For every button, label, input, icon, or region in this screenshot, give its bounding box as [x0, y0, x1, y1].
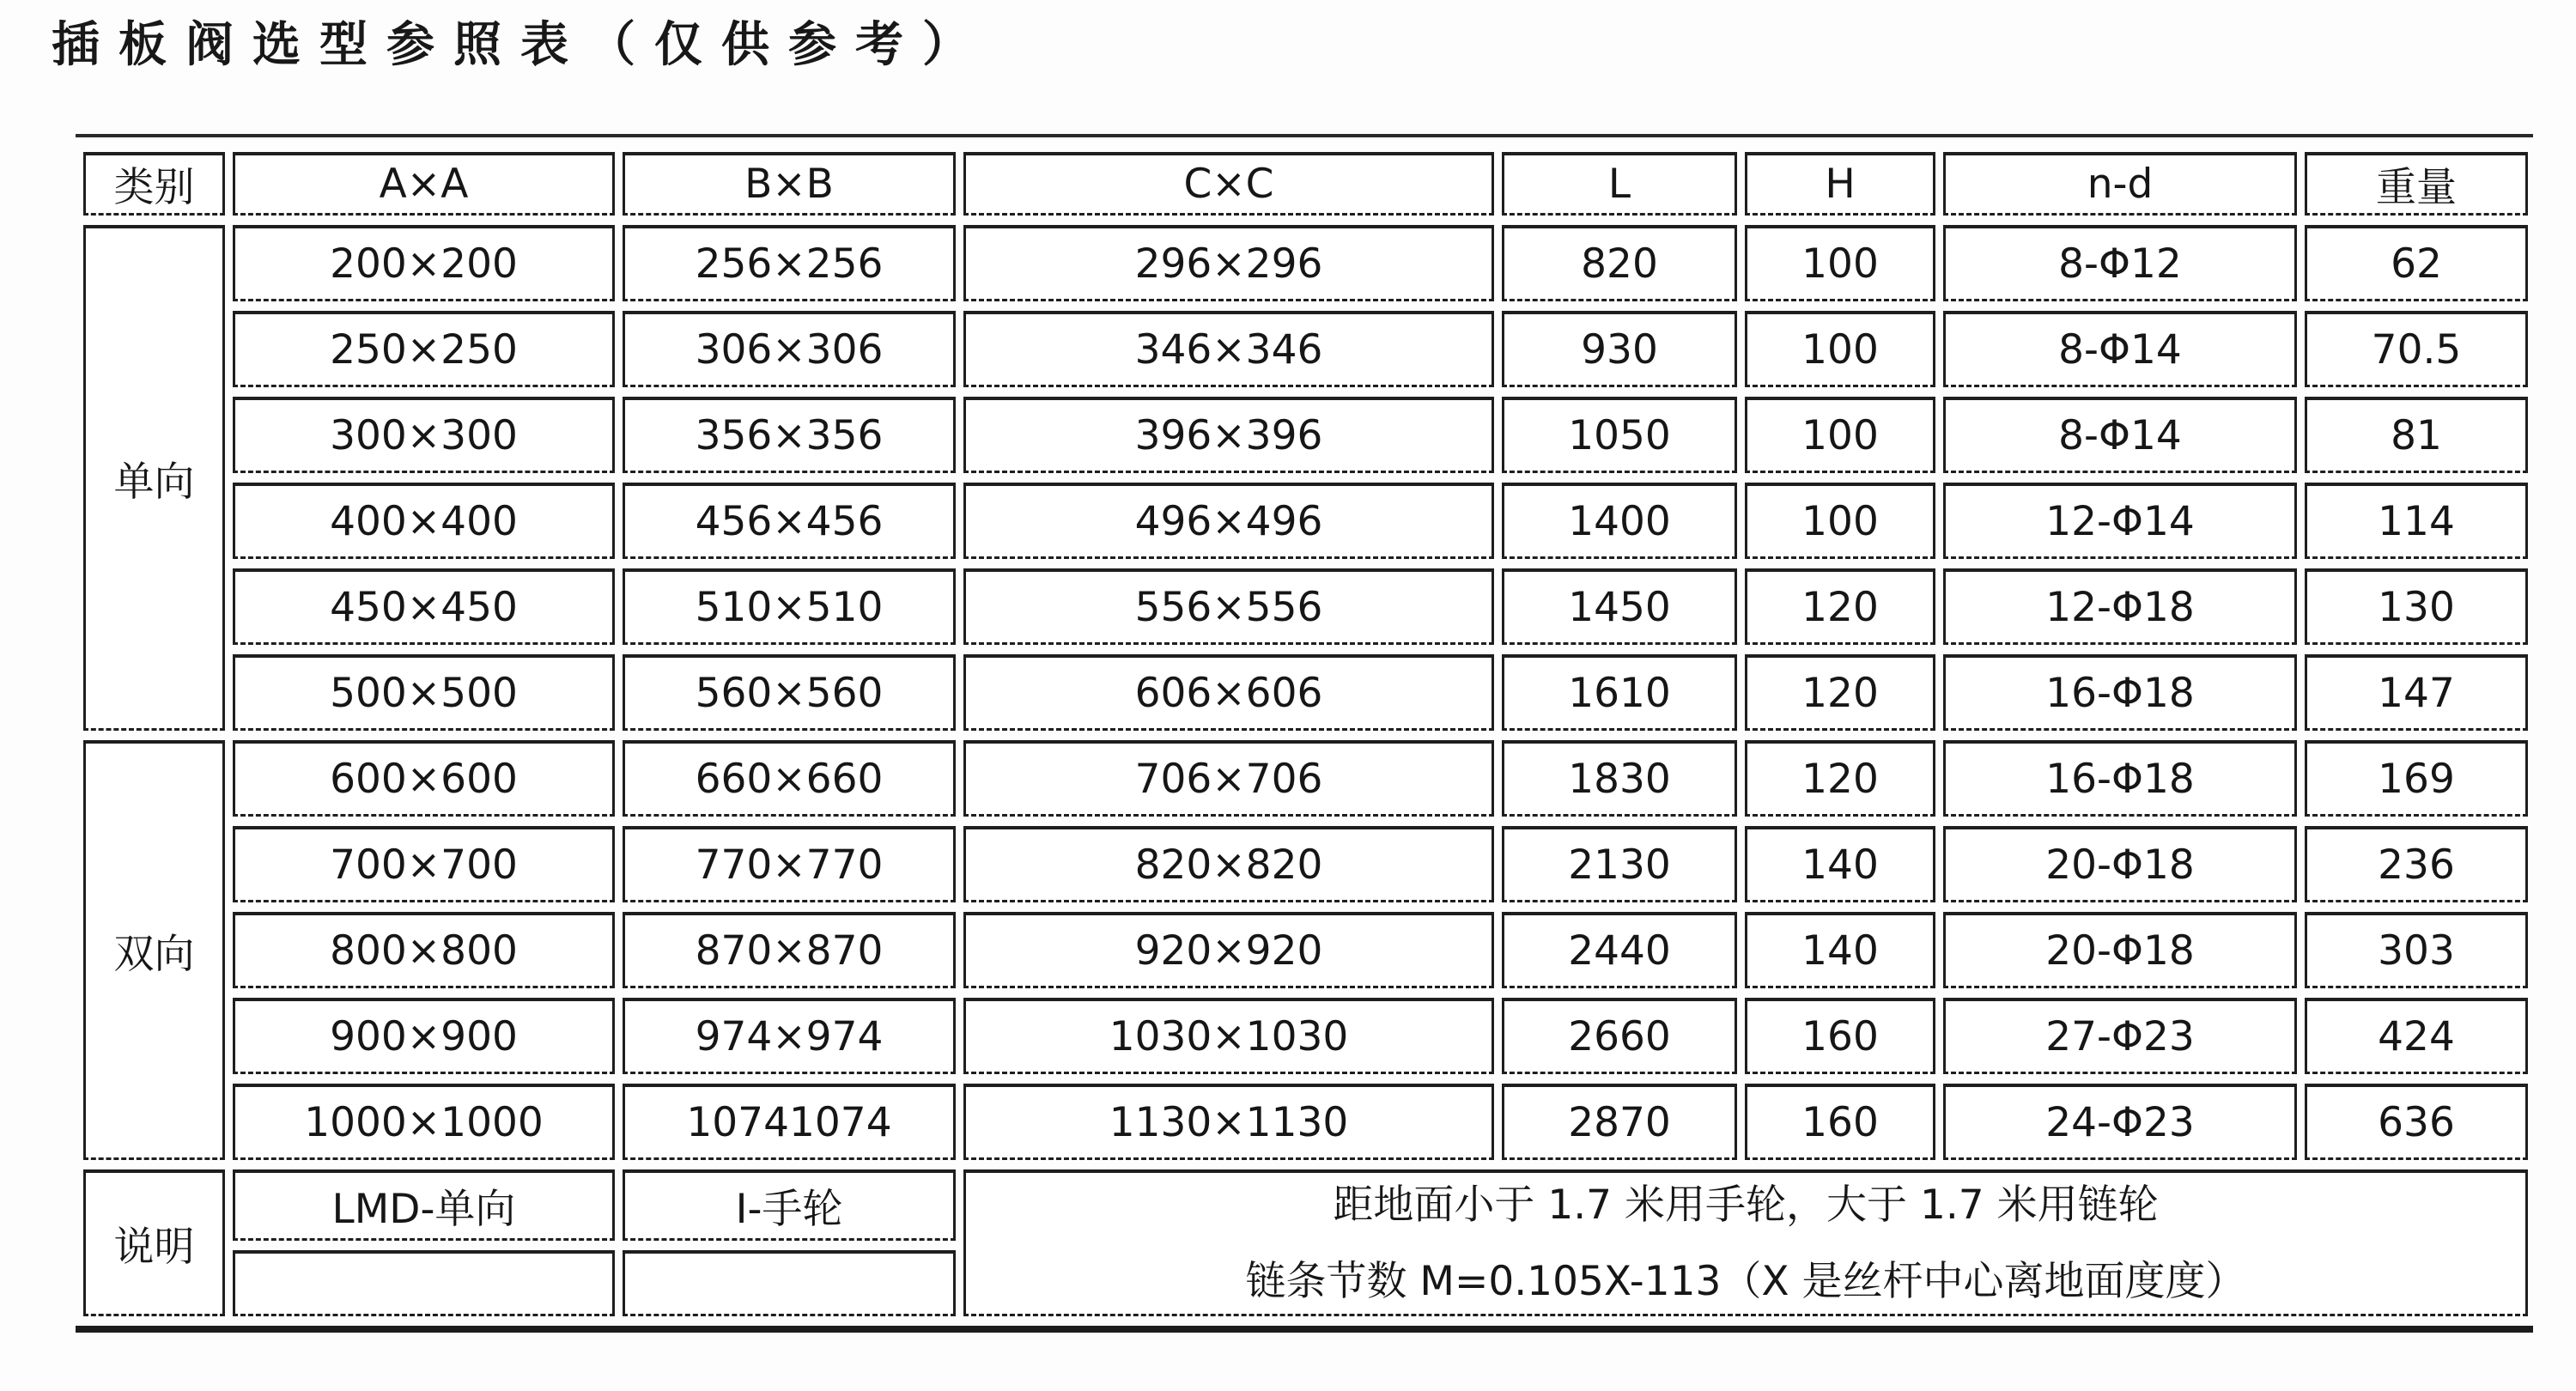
table-bottom-rule — [76, 1326, 2533, 1333]
category-cell-twoway: 双向 — [83, 740, 225, 1160]
data-cell: 700×700 — [233, 826, 615, 902]
data-cell: 870×870 — [623, 912, 956, 988]
data-cell: 12-Φ14 — [1943, 483, 2297, 559]
data-cell: 169 — [2305, 740, 2528, 817]
data-cell: 600×600 — [233, 740, 615, 817]
data-cell: 770×770 — [623, 826, 956, 902]
data-cell: 147 — [2305, 654, 2528, 731]
header-row — [83, 152, 2528, 216]
empty-note-cell — [233, 1250, 615, 1316]
data-cell: 160 — [1745, 998, 1935, 1074]
data-cell: 800×800 — [233, 912, 615, 988]
data-cell: 920×920 — [963, 912, 1494, 988]
data-cell: 24-Φ23 — [1943, 1084, 2297, 1160]
data-cell: 1400 — [1502, 483, 1737, 559]
data-cell: 456×456 — [623, 483, 956, 559]
data-cell: 930 — [1502, 311, 1737, 387]
data-cell: 424 — [2305, 998, 2528, 1074]
data-cell: 400×400 — [233, 483, 615, 559]
data-cell: 8-Φ14 — [1943, 311, 2297, 387]
blank-area — [623, 1250, 956, 1316]
data-cell: 100 — [1745, 311, 1935, 387]
header-cell-weight: 重量 — [2305, 152, 2528, 216]
data-cell: 8-Φ12 — [1943, 225, 2297, 301]
data-cell: 2660 — [1502, 998, 1737, 1074]
notes-row — [83, 1169, 2528, 1241]
data-cell: 1030×1030 — [963, 998, 1494, 1074]
data-cell: 130 — [2305, 568, 2528, 645]
data-cell: 820×820 — [963, 826, 1494, 902]
note-wheel-cell: I-手轮 — [623, 1169, 956, 1241]
data-cell: 356×356 — [623, 397, 956, 473]
data-cell: 636 — [2305, 1084, 2528, 1160]
spec-table-container — [76, 143, 2533, 1333]
data-cell: 100 — [1745, 397, 1935, 473]
table-row — [83, 912, 2528, 988]
note-text-cell — [963, 1169, 2528, 1316]
data-cell: 10741074 — [623, 1084, 956, 1160]
table-top-rule — [76, 134, 2533, 137]
data-cell: 1450 — [1502, 568, 1737, 645]
data-cell: 160 — [1745, 1084, 1935, 1160]
data-cell: 20-Φ18 — [1943, 826, 2297, 902]
header-cell-h: H — [1745, 152, 1935, 216]
data-cell: 12-Φ18 — [1943, 568, 2297, 645]
data-cell: 1050 — [1502, 397, 1737, 473]
page-title: 插板阀选型参照表（仅供参考） — [52, 17, 989, 73]
note-model-cell: LMD-单向 — [233, 1169, 615, 1241]
header-cell-l: L — [1502, 152, 1737, 216]
table-row — [83, 568, 2528, 645]
data-cell: 974×974 — [623, 998, 956, 1074]
data-cell: 2440 — [1502, 912, 1737, 988]
data-cell: 706×706 — [963, 740, 1494, 817]
data-cell: 81 — [2305, 397, 2528, 473]
data-cell: 606×606 — [963, 654, 1494, 731]
table-row — [83, 483, 2528, 559]
data-cell: 556×556 — [963, 568, 1494, 645]
data-cell: 16-Φ18 — [1943, 740, 2297, 817]
category-cell-notes: 说明 — [83, 1169, 225, 1316]
category-cell-oneway: 单向 — [83, 225, 225, 731]
table-row — [83, 740, 2528, 817]
data-cell: 120 — [1745, 654, 1935, 731]
data-cell: 2870 — [1502, 1084, 1737, 1160]
data-cell: 120 — [1745, 568, 1935, 645]
data-cell: 2130 — [1502, 826, 1737, 902]
data-cell: 296×296 — [963, 225, 1494, 301]
data-cell: 510×510 — [623, 568, 956, 645]
table-row — [83, 654, 2528, 731]
data-cell: 140 — [1745, 912, 1935, 988]
header-cell-category: 类别 — [83, 152, 225, 216]
data-cell: 1830 — [1502, 740, 1737, 817]
data-cell: 62 — [2305, 225, 2528, 301]
data-cell: 346×346 — [963, 311, 1494, 387]
table-row — [83, 826, 2528, 902]
data-cell: 560×560 — [623, 654, 956, 731]
note-line-1: 距地面小于 1.7 米用手轮，大于 1.7 米用链轮 — [1333, 1181, 2159, 1229]
data-cell: 140 — [1745, 826, 1935, 902]
table-row — [83, 311, 2528, 387]
data-cell: 300×300 — [233, 397, 615, 473]
header-cell-cxc: C×C — [963, 152, 1494, 216]
data-cell: 1610 — [1502, 654, 1737, 731]
table-row — [83, 998, 2528, 1074]
data-cell: 250×250 — [233, 311, 615, 387]
data-cell: 396×396 — [963, 397, 1494, 473]
data-cell: 256×256 — [623, 225, 956, 301]
table-row — [83, 1084, 2528, 1160]
header-cell-nd: n-d — [1943, 152, 2297, 216]
data-cell: 16-Φ18 — [1943, 654, 2297, 731]
data-cell: 500×500 — [233, 654, 615, 731]
data-cell: 20-Φ18 — [1943, 912, 2297, 988]
data-cell: 306×306 — [623, 311, 956, 387]
data-cell: 660×660 — [623, 740, 956, 817]
data-cell: 100 — [1745, 483, 1935, 559]
data-cell: 100 — [1745, 225, 1935, 301]
data-cell: 1130×1130 — [963, 1084, 1494, 1160]
data-cell: 303 — [2305, 912, 2528, 988]
data-cell: 820 — [1502, 225, 1737, 301]
data-cell: 1000×1000 — [233, 1084, 615, 1160]
data-cell: 900×900 — [233, 998, 615, 1074]
note-line-2: 链条节数 M=0.105X-113（X 是丝杆中心离地面度度） — [1245, 1258, 2246, 1305]
table-row — [83, 397, 2528, 473]
data-cell: 120 — [1745, 740, 1935, 817]
data-cell: 200×200 — [233, 225, 615, 301]
data-cell: 27-Φ23 — [1943, 998, 2297, 1074]
data-cell: 450×450 — [233, 568, 615, 645]
data-cell: 8-Φ14 — [1943, 397, 2297, 473]
spec-table — [76, 143, 2536, 1326]
data-cell: 70.5 — [2305, 311, 2528, 387]
data-cell: 236 — [2305, 826, 2528, 902]
data-cell: 496×496 — [963, 483, 1494, 559]
header-cell-bxb: B×B — [623, 152, 956, 216]
header-cell-axa: A×A — [233, 152, 615, 216]
data-cell: 114 — [2305, 483, 2528, 559]
table-row — [83, 225, 2528, 301]
